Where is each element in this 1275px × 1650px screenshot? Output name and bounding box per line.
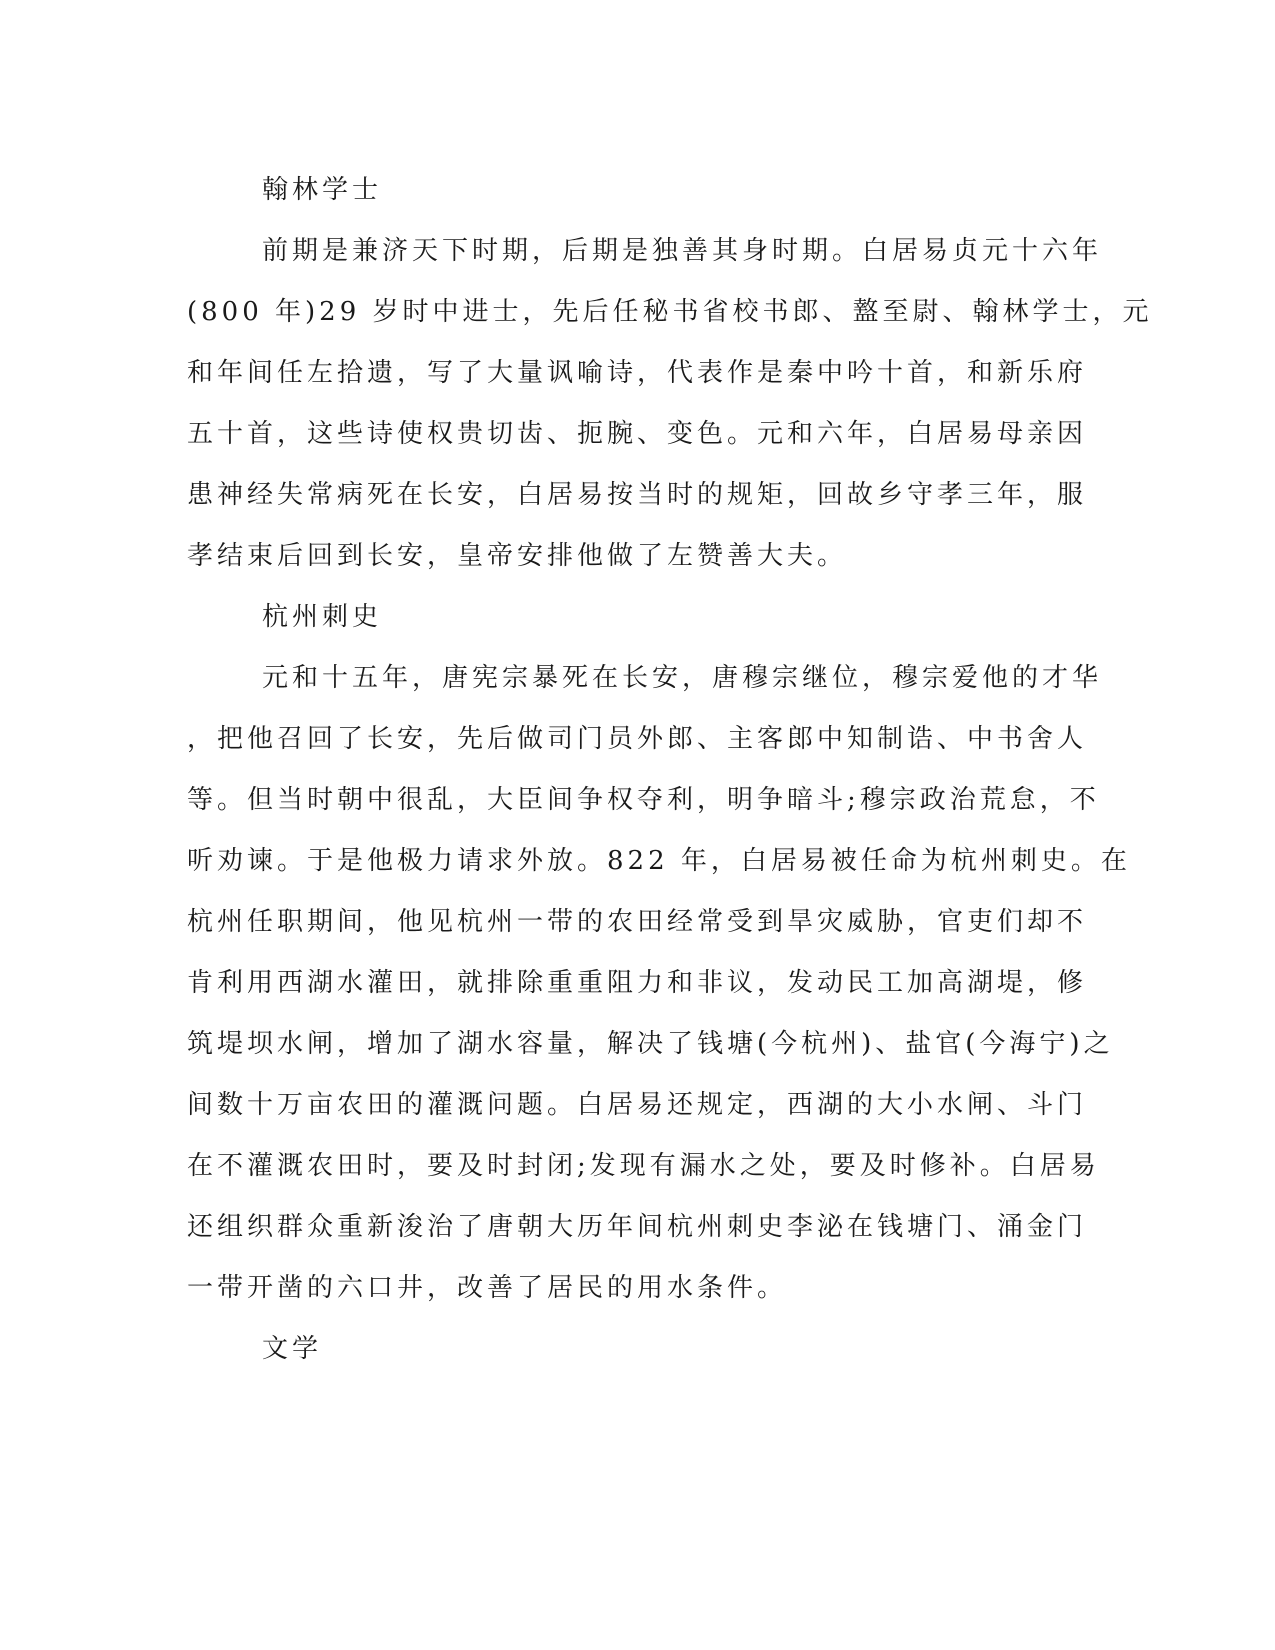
document-body — [187, 160, 1153, 1380]
paragraph-line: 和年间任左拾遗，写了大量讽喻诗，代表作是秦中吟十首，和新乐府 — [187, 358, 1088, 388]
paragraph-line: 还组织群众重新浚治了唐朝大历年间杭州刺史李泌在钱塘门、涌金门 — [187, 1212, 1088, 1242]
paragraph-line: (800 年)29 岁时中进士，先后任秘书省校书郎、盩至尉、翰林学士，元 — [187, 297, 1153, 327]
paragraph-line: ，把他召回了长安，先后做司门员外郎、主客郎中知制诰、中书舍人 — [187, 724, 1088, 754]
paragraph-line: 筑堤坝水闸，增加了湖水容量，解决了钱塘(今杭州)、盐官(今海宁)之 — [187, 1029, 1114, 1059]
paragraph-line: 一带开凿的六口井，改善了居民的用水条件。 — [187, 1273, 788, 1303]
paragraph-line: 在不灌溉农田时，要及时封闭;发现有漏水之处，要及时修补。白居易 — [187, 1151, 1100, 1181]
paragraph-line: 孝结束后回到长安，皇帝安排他做了左赞善大夫。 — [187, 541, 848, 571]
paragraph-line: 间数十万亩农田的灌溉问题。白居易还规定，西湖的大小水闸、斗门 — [187, 1090, 1088, 1120]
paragraph-line: 元和十五年，唐宪宗暴死在长安，唐穆宗继位，穆宗爱他的才华 — [262, 663, 1103, 693]
paragraph-line: 五十首，这些诗使权贵切齿、扼腕、变色。元和六年，白居易母亲因 — [187, 419, 1088, 449]
section-heading: 文学 — [262, 1334, 323, 1364]
paragraph-line: 患神经失常病死在长安，白居易按当时的规矩，回故乡守孝三年，服 — [187, 480, 1088, 510]
paragraph-line: 前期是兼济天下时期，后期是独善其身时期。白居易贞元十六年 — [262, 236, 1103, 266]
paragraph-line: 肯利用西湖水灌田，就排除重重阻力和非议，发动民工加高湖堤，修 — [187, 968, 1088, 998]
section-heading: 翰林学士 — [262, 175, 383, 205]
paragraph-line: 听劝谏。于是他极力请求外放。822 年，白居易被任命为杭州刺史。在 — [187, 846, 1131, 876]
section-heading: 杭州刺史 — [262, 602, 383, 632]
paragraph-line: 等。但当时朝中很乱，大臣间争权夺利，明争暗斗;穆宗政治荒怠，不 — [187, 785, 1100, 815]
paragraph-line: 杭州任职期间，他见杭州一带的农田经常受到旱灾威胁，官吏们却不 — [187, 907, 1088, 937]
